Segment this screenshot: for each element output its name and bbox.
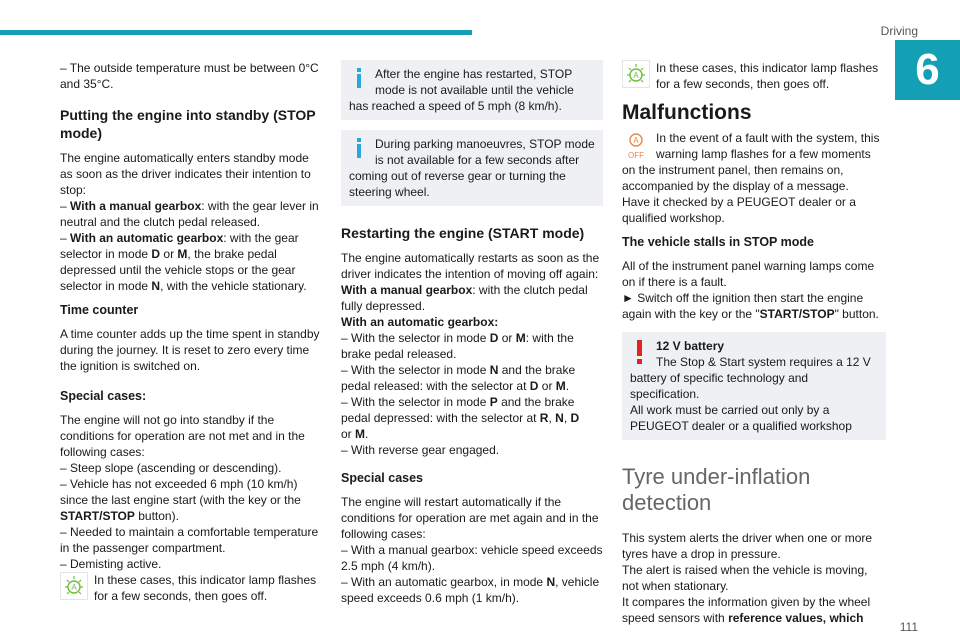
header-bar [0, 30, 472, 35]
special-cases-heading: Special cases: [60, 389, 147, 403]
tyre-text-1: This system alerts the driver when one or more tyres have a drop in pressure. [622, 531, 873, 561]
time-counter-text: A time counter adds up the time spent in standby during the journey. It is reset to zero every time the ignition is switched on. [60, 327, 320, 373]
tyre-text-3: It compares the information given by the wheel speed sensors with reference values, which [622, 595, 871, 625]
restart-heading: Restarting the engine (START mode) [341, 225, 585, 241]
lamp-note-text: In these cases, this indicator lamp flashes for a few seconds, then goes off. [94, 573, 317, 603]
standby-auto: – With an automatic gearbox: with the gear selector in mode D or M, the brake pedal depressed until the vehicle stops or the gear selector in mode N, with the vehicle stationary. [60, 231, 307, 293]
battery-title: 12 V battery [656, 339, 725, 353]
restart-auto-3: – With the selector in mode P and the brake pedal depressed: with the selector at R, N, D or M. [341, 395, 580, 441]
lamp-note-2-text: In these cases, this indicator lamp flashes for a few seconds, then goes off. [656, 61, 879, 91]
battery-text: The Stop & Start system requires a 12 V battery of specific technology and specification. [630, 355, 871, 401]
chapter-number: 6 [895, 40, 960, 100]
malfunction-note [622, 130, 886, 226]
standby-manual: – With a manual gearbox: with the gear lever in neutral and the clutch pedal released. [60, 199, 319, 229]
stop-start-lamp-icon [622, 60, 650, 88]
info-box-restart [341, 60, 603, 120]
restart-special-1: – With a manual gearbox: vehicle speed exceeds 2.5 mph (4 km/h). [341, 543, 603, 573]
info-box-parking [341, 130, 603, 206]
info-parking-text: During parking manoeuvres, STOP mode is not available for a few seconds after coming out of reverse gear or turning the steering wheel. [349, 137, 595, 199]
temperature-condition: – The outside temperature must be between 0°C and 35°C. [60, 61, 319, 91]
case-temperature: – Needed to maintain a comfortable temperature in the passenger compartment. [60, 525, 319, 555]
svg-text:OFF: OFF [628, 151, 644, 160]
battery-warning-box [622, 332, 886, 440]
svg-text:A: A [633, 136, 639, 145]
stop-start-off-icon [622, 130, 650, 160]
restart-special-heading: Special cases [341, 471, 424, 485]
restart-intro: The engine automatically restarts as soon as the driver indicates the intention of moving off again: [341, 251, 600, 281]
section-title: Driving [880, 24, 918, 38]
stall-text: All of the instrument panel warning lamps come on if there is a fault. [622, 259, 875, 289]
standby-heading: Putting the engine into standby (STOP mode) [60, 107, 316, 141]
battery-text-2: All work must be carried out only by a PEUGEOT dealer or a qualified workshop [630, 403, 852, 433]
restart-auto-label: With an automatic gearbox: [341, 315, 499, 329]
malfunction-text-2: Have it checked by a PEUGEOT dealer or a qualified workshop. [622, 195, 856, 225]
special-cases-intro: The engine will not go into standby if the conditions for operation are not met and in the following cases: [60, 413, 305, 459]
column-3 [622, 60, 886, 626]
info-icon [353, 68, 365, 88]
case-speed: – Vehicle has not exceeded 6 mph (10 km/h) since the last engine start (with the key or the START/STOP button). [60, 477, 301, 523]
restart-special-2: – With an automatic gearbox, in mode N, vehicle speed exceeds 0.6 mph (1 km/h). [341, 575, 600, 605]
time-counter-heading: Time counter [60, 303, 139, 317]
stall-action: ► Switch off the ignition then start the engine again with the key or the "START/STOP" button. [622, 291, 879, 321]
standby-intro: The engine automatically enters standby mode as soon as the driver indicates their intention to stop: [60, 151, 311, 197]
stall-heading: The vehicle stalls in STOP mode [622, 235, 814, 249]
restart-auto-4: – With reverse gear engaged. [341, 443, 500, 457]
restart-auto-1: – With the selector in mode D or M: with the brake pedal released. [341, 331, 574, 361]
case-slope: – Steep slope (ascending or descending). [60, 461, 282, 475]
case-demisting: – Demisting active. [60, 557, 162, 571]
lamp-note-2 [622, 60, 886, 92]
restart-auto-2: – With the selector in mode N and the brake pedal released: with the selector at D or M. [341, 363, 576, 393]
tyre-heading: Tyre under-inflation detection [622, 464, 811, 515]
tyre-text-2: The alert is raised when the vehicle is moving, not when stationary. [622, 563, 868, 593]
restart-manual: With a manual gearbox: with the clutch pedal fully depressed. [341, 283, 588, 313]
lamp-note [60, 572, 322, 604]
svg-text:A: A [71, 583, 77, 592]
stop-start-lamp-icon [60, 572, 88, 600]
restart-special-intro: The engine will restart automatically if the conditions for operation are met again and in the following cases: [341, 495, 599, 541]
malfunction-text: In the event of a fault with the system, this warning lamp flashes for a few moments on the instrument panel, then remains on, accompanied by the display of a message. [622, 131, 880, 193]
column-2 [341, 60, 603, 606]
malfunctions-heading: Malfunctions [622, 101, 752, 124]
warning-icon [632, 340, 646, 364]
column-1 [60, 60, 322, 604]
info-restart-text: After the engine has restarted, STOP mode is not available until the vehicle has reached a speed of 5 mph (8 km/h). [349, 67, 574, 113]
page-number: 111 [899, 620, 918, 634]
info-icon [353, 138, 365, 158]
svg-text:A: A [633, 71, 639, 80]
